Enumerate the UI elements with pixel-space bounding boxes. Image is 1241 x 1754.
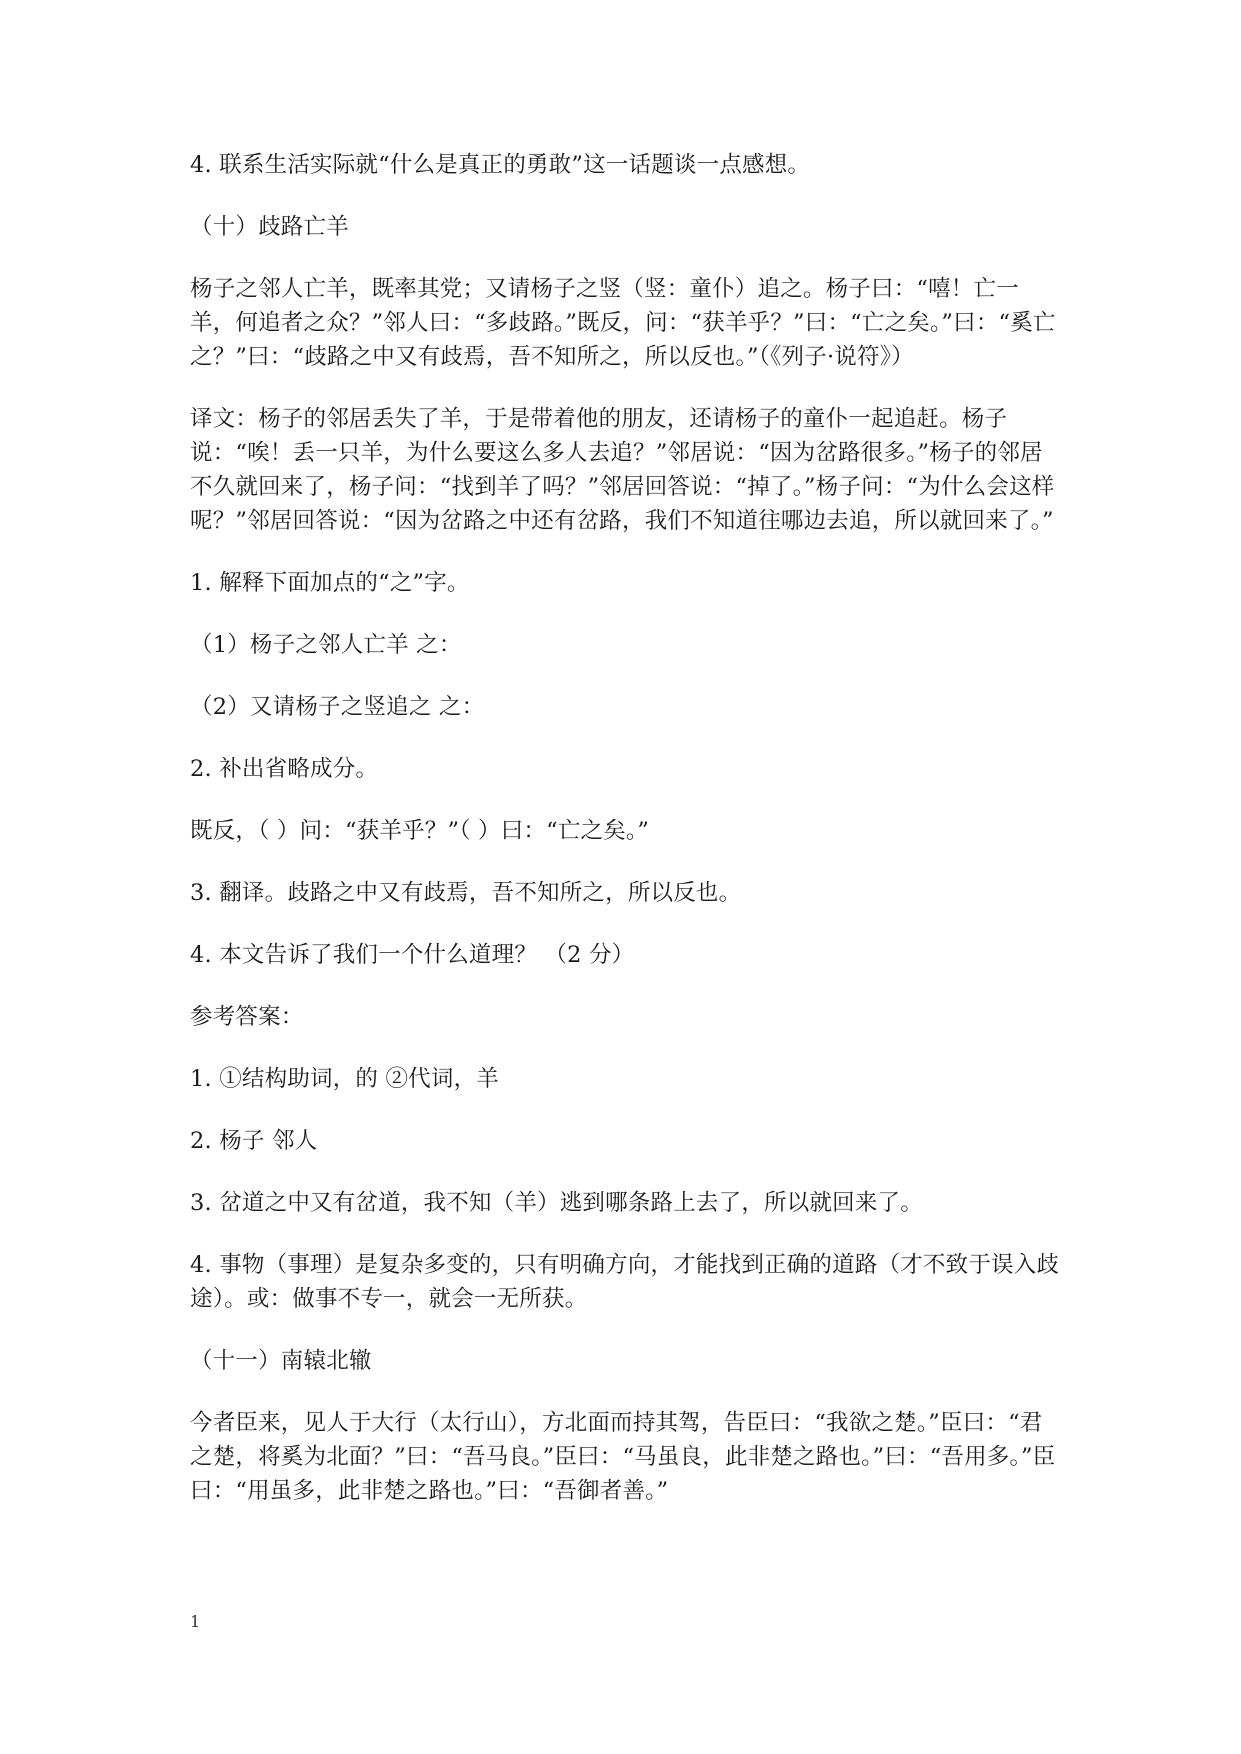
- document-body: [190, 148, 1060, 1536]
- answer-1: 1. ①结构助词，的 ②代词，羊: [190, 1066, 499, 1092]
- page-number: 1: [190, 1612, 201, 1631]
- answer-2: 2. 杨子 邻人: [190, 1128, 318, 1154]
- question-3: 3. 翻译。歧路之中又有歧焉，吾不知所之，所以反也。: [190, 880, 742, 906]
- question-2: 2. 补出省略成分。: [190, 756, 379, 782]
- question-1: 1. 解释下面加点的“之”字。: [190, 570, 470, 596]
- question-4: 4. 本文告诉了我们一个什么道理？ （2 分）: [190, 942, 635, 968]
- section-heading-11: （十一）南辕北辙: [190, 1348, 372, 1374]
- question-1-item-2: （2）又请杨子之竖追之 之：: [190, 694, 485, 720]
- question-1-item-1: （1）杨子之邻人亡羊 之：: [190, 632, 462, 658]
- section-heading-10: （十）歧路亡羊: [190, 214, 349, 240]
- question-2-sentence: 既反，（ ）问：“获羊乎？”（ ）曰：“亡之矣。”: [190, 818, 650, 844]
- classical-text-passage: 杨子之邻人亡羊，既率其党；又请杨子之竖（竖：童仆）追之。杨子曰：“嘻！亡一羊，何追者之众？”邻人曰：“多歧路。”既反，问：“获羊乎？”曰：“亡之矣。”曰：“奚亡之？”曰：“歧路之中又有歧焉，吾不知所之，所以反也。”（《列子·说符》）: [190, 276, 1056, 370]
- answer-4: 4. 事物（事理）是复杂多变的，只有明确方向，才能找到正确的道路（才不致于误入歧途）。或：做事不专一，就会一无所获。: [190, 1252, 1060, 1312]
- classical-text-passage-2: 今者臣来，见人于大行（太行山），方北面而持其驾，告臣曰：“我欲之楚。”臣曰：“君之楚，将奚为北面？”曰：“吾马良。”臣曰：“马虽良，此非楚之路也。”曰：“吾用多。”臣曰：“用虽多，此非楚之路也。”曰：“吾御者善。”: [190, 1410, 1056, 1504]
- question-4-reflection: 4. 联系生活实际就“什么是真正的勇敢”这一话题谈一点感想。: [190, 152, 811, 178]
- answer-key-heading: 参考答案：: [190, 1004, 304, 1030]
- answer-3: 3. 岔道之中又有岔道，我不知（羊）逃到哪条路上去了，所以就回来了。: [190, 1190, 923, 1216]
- translation-passage: 译文：杨子的邻居丢失了羊，于是带着他的朋友，还请杨子的童仆一起追赶。杨子说：“唉！丢一只羊，为什么要这么多人去追？”邻居说：“因为岔路很多。”杨子的邻居不久就回来了，杨子问：“找到羊了吗？”邻居回答说：“掉了。”杨子问：“为什么会这样呢？”邻居回答说：“因为岔路之中还有岔路，我们不知道往哪边去追，所以就回来了。”: [190, 406, 1055, 534]
